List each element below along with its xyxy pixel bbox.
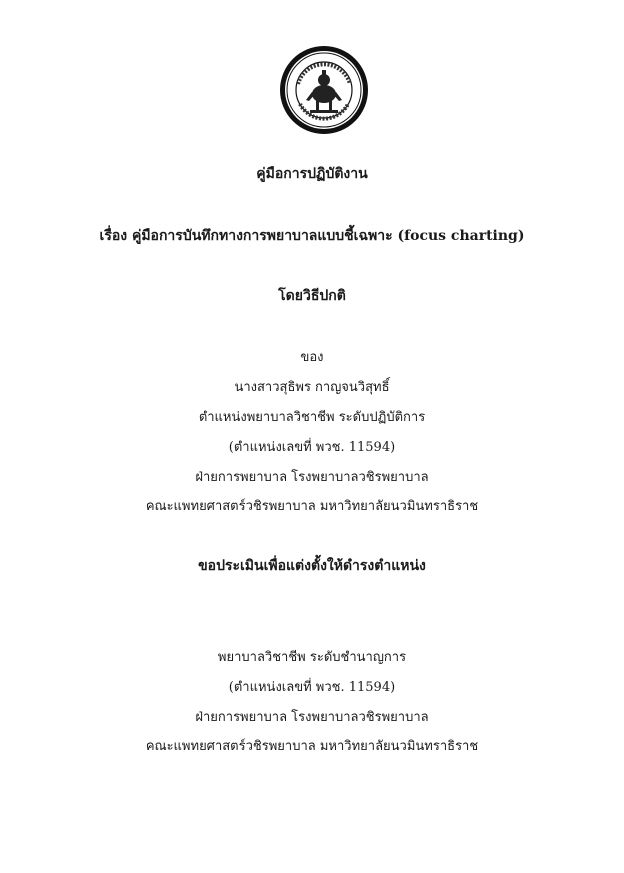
method-line: โดยวิธีปกติ: [278, 288, 346, 304]
author-name: นางสาวสุธิพร กาญจนวิสุทธิ์: [234, 380, 390, 395]
author-division: ฝ่ายการพยาบาล โรงพยาบาลวชิรพยาบาล: [195, 470, 429, 485]
target-position: พยาบาลวิชาชีพ ระดับชำนาญการ: [217, 650, 407, 665]
target-position-number: (ตำแหน่งเลขที่ พวช. 11594): [228, 680, 396, 695]
author-faculty: คณะแพทยศาสตร์วชิรพยาบาล มหาวิทยาลัยนวมินทราธิราช: [145, 499, 479, 514]
author-position-number: (ตำแหน่งเลขที่ พวช. 11594): [228, 440, 396, 455]
subject-line: เรื่อง คู่มือการบันทึกทางการพยาบาลแบบชี้เฉพาะ (focus charting): [99, 228, 525, 244]
target-division: ฝ่ายการพยาบาล โรงพยาบาลวชิรพยาบาล: [195, 710, 429, 725]
target-faculty: คณะแพทยศาสตร์วชิรพยาบาล มหาวิทยาลัยนวมินทราธิราช: [145, 739, 479, 754]
document-title: คู่มือการปฏิบัติงาน: [256, 166, 368, 182]
author-position: ตำแหน่งพยาบาลวิชาชีพ ระดับปฏิบัติการ: [198, 410, 426, 425]
of-label: ของ: [300, 350, 324, 365]
university-seal-logo: [278, 44, 370, 136]
request-heading: ขอประเมินเพื่อแต่งตั้งให้ดำรงตำแหน่ง: [198, 558, 426, 574]
